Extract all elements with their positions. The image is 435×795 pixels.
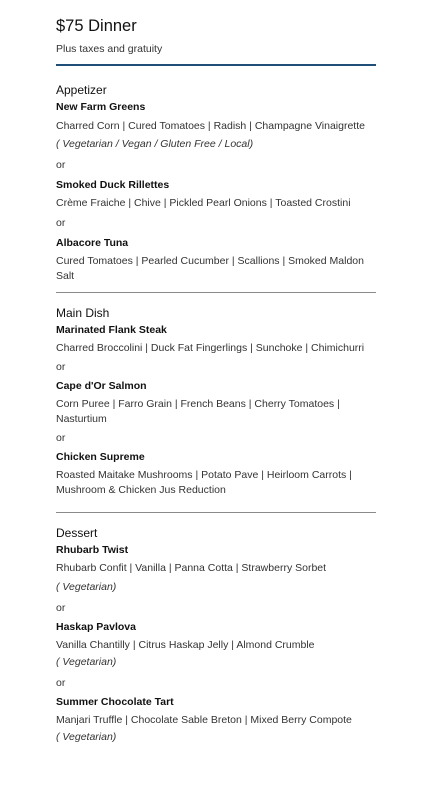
- dish-description: Cured Tomatoes | Pearled Cucumber | Scallions | Smoked Maldon Salt: [56, 255, 364, 282]
- section-heading-dessert: Dessert: [56, 526, 98, 540]
- dish-name: Haskap Pavlova: [56, 621, 136, 633]
- section-divider: [56, 292, 376, 293]
- or-separator: or: [56, 361, 66, 373]
- dish-description: Manjari Truffle | Chocolate Sable Breton | Mixed Berry Compote: [56, 714, 352, 726]
- dish-description: Rhubarb Confit | Vanilla | Panna Cotta | Strawberry Sorbet: [56, 562, 327, 574]
- or-separator: or: [56, 602, 66, 614]
- title-divider: [56, 64, 376, 66]
- dish-description: Roasted Maitake Mushrooms | Potato Pave | Heirloom Carrots | Mushroom & Chicken Jus Reduction: [56, 469, 352, 496]
- dish-name: Summer Chocolate Tart: [56, 696, 174, 708]
- dish-name: Marinated Flank Steak: [56, 324, 167, 336]
- dish-name: Cape d'Or Salmon: [56, 380, 147, 392]
- or-separator: or: [56, 217, 66, 229]
- dish-name: Albacore Tuna: [56, 237, 129, 249]
- or-separator: or: [56, 677, 66, 689]
- section-heading-main-dish: Main Dish: [56, 306, 110, 320]
- dish-dietary-note: ( Vegetarian): [56, 581, 117, 593]
- or-separator: or: [56, 432, 66, 444]
- or-separator: or: [56, 159, 66, 171]
- section-heading-appetizer: Appetizer: [56, 83, 107, 97]
- dish-name: Smoked Duck Rillettes: [56, 179, 170, 191]
- dessert-section: [56, 525, 376, 745]
- dish-dietary-note: ( Vegetarian): [56, 731, 117, 743]
- dish-description: Vanilla Chantilly | Citrus Haskap Jelly | Almond Crumble: [56, 639, 315, 651]
- dish-description: Corn Puree | Farro Grain | French Beans | Cherry Tomatoes | Nasturtium: [56, 398, 340, 425]
- section-divider: [56, 512, 376, 513]
- dish-description: Crème Fraiche | Chive | Pickled Pearl Onions | Toasted Crostini: [56, 197, 351, 209]
- dish-description: Charred Broccolini | Duck Fat Fingerlings | Sunchoke | Chimichurri: [56, 342, 365, 354]
- main-dish-section: [56, 305, 376, 498]
- dish-description: Charred Corn | Cured Tomatoes | Radish | Champagne Vinaigrette: [56, 120, 365, 132]
- dinner-menu: [56, 14, 376, 745]
- dish-dietary-note: ( Vegetarian / Vegan / Gluten Free / Local): [56, 138, 254, 150]
- dish-dietary-note: ( Vegetarian): [56, 656, 117, 668]
- appetizer-section: [56, 82, 376, 284]
- dish-name: Chicken Supreme: [56, 451, 145, 463]
- dish-name: Rhubarb Twist: [56, 544, 129, 556]
- menu-title: $75 Dinner: [56, 17, 137, 35]
- dish-name: New Farm Greens: [56, 101, 146, 113]
- menu-subtitle: Plus taxes and gratuity: [56, 43, 163, 55]
